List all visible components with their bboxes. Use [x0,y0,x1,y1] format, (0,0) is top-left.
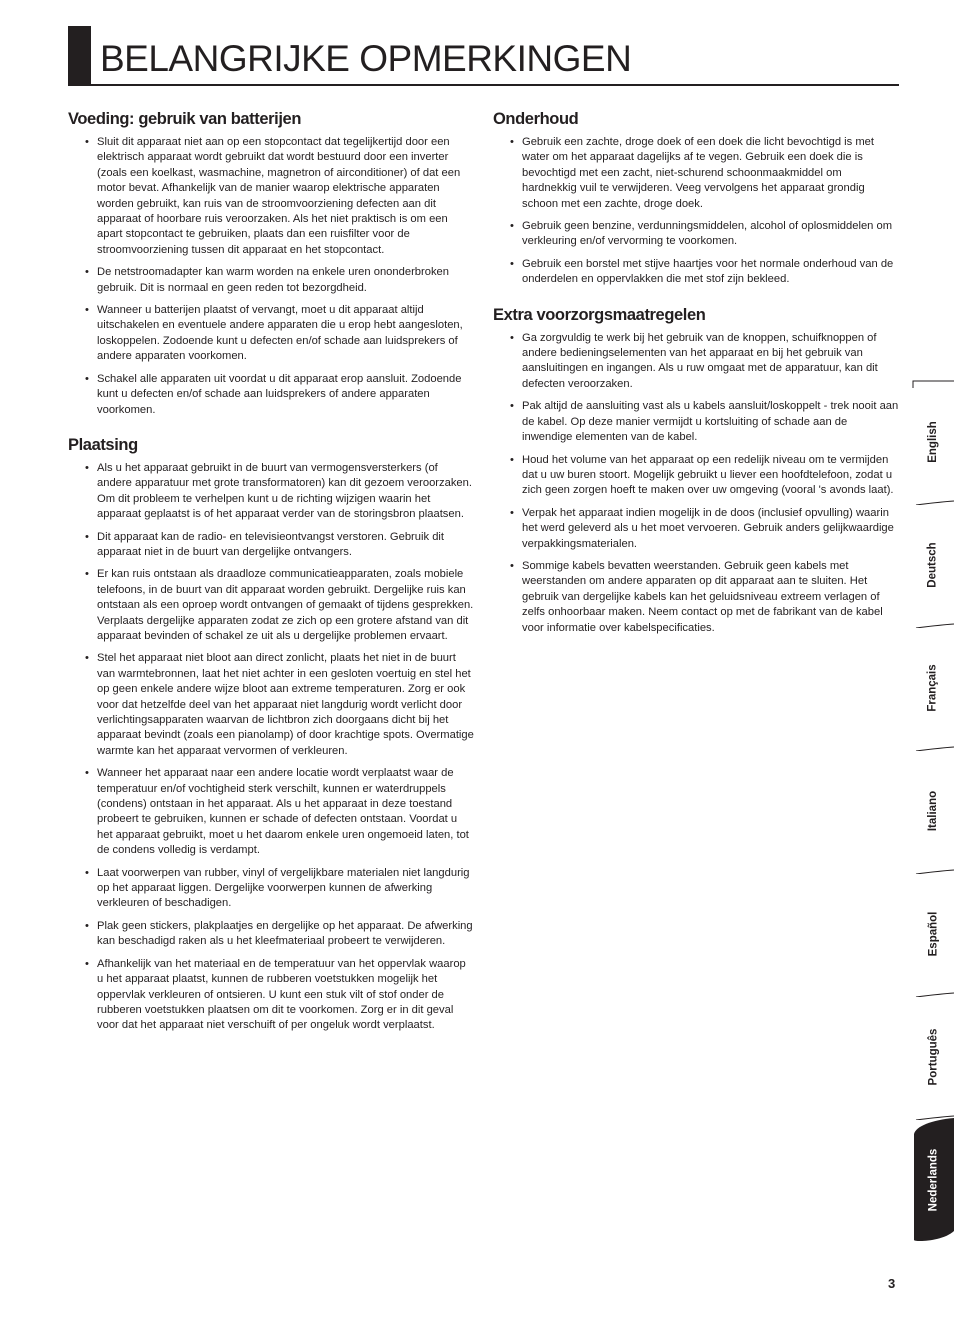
language-tab-deutsch[interactable] [912,503,954,626]
language-tab-português[interactable] [912,995,954,1118]
list-item: • Ga zorgvuldig te werk bij het gebruik van de knoppen, schuifknoppen of andere bedieningselementen van het apparaat en bij het gebruik van aansluitingen en ingangen. Als u ruw omgaat met de apparatuur, kan dit defecten veroorzaken. [493,331,899,393]
list-item: • Verpak het apparaat indien mogelijk in de doos (inclusief opvulling) waarin het werd geleverd als u het moet vervoeren. Gebruik anders gelijkwaardige verpakkingsmaterialen. [493,506,899,552]
list-item: • Pak altijd de aansluiting vast als u kabels aansluit/loskoppelt - trek nooit aan de kabel. Op deze manier vermijdt u kortsluiting of schade aan de inwendige elementen van de kabel. [493,399,899,445]
bullet-list [68,461,474,1034]
list-item: • Schakel alle apparaten uit voordat u dit apparaat erop aansluit. Zodoende kunt u defecten en/of schade aan luidsprekers of andere apparaten voorkomen. [68,372,474,418]
list-item: • Wanneer u batterijen plaatst of vervangt, moet u dit apparaat altijd uitschakelen en eventuele andere apparaten die u erop hebt aangesloten, loskoppelen. Zodoende kunt u defecten en/of schade aan luidsprekers of andere apparaten voorkomen. [68,303,474,365]
list-item: • Gebruik geen benzine, verdunningsmiddelen, alcohol of oplosmiddelen om verkleuring en/of vervorming te voorkomen. [493,219,899,250]
section [68,434,474,1034]
language-tab-español[interactable] [912,872,954,995]
page-title: BELANGRIJKE OPMERKINGEN [100,38,632,79]
language-tab-label: Português [927,1028,939,1085]
section [493,108,899,288]
language-tab-italiano[interactable] [912,749,954,872]
language-tab-label: Deutsch [927,541,939,588]
list-item: • Dit apparaat kan de radio- en televisieontvangst verstoren. Gebruik dit apparaat niet in de buurt van dergelijke ontvangers. [68,530,474,561]
bullet-list [493,135,899,288]
section-heading: Onderhoud [493,110,579,128]
list-item: • Afhankelijk van het materiaal en de temperatuur van het oppervlak waarop u het apparaat plaatst, kunnen de rubberen voetstukken mogelijk het oppervlak verkleuren of ontsieren. U kunt een stuk vilt of stof onder de rubberen voetstukken plaatsen om dit te voorkomen. Zorg er in dit geval voor dat het apparaat niet verschuift of per ongeluk wordt verplaatst. [68,957,474,1034]
right-column [493,108,899,652]
section [68,108,474,418]
section-heading: Voeding: gebruik van batterijen [68,110,301,128]
language-tab-français[interactable] [912,626,954,749]
list-item: • De netstroomadapter kan warm worden na enkele uren ononderbroken gebruik. Dit is normaal en geen reden tot bezorgdheid. [68,265,474,296]
language-tab-label: English [927,420,939,463]
list-item: • Sluit dit apparaat niet aan op een stopcontact dat tegelijkertijd door een elektrisch apparaat wordt gebruikt dat wordt bestuurd door een inverter (zoals een koelkast, wasmachine, magnetron of airconditioner) of dat een motor bevat. Afhankelijk van de manier waarop elektrische apparaten worden gebruikt, kan ruis van de stroomvoorziening defecten aan dit apparaat of hoorbare ruis veroorzaken. Als het niet praktisch is om een apart stopcontact te gebruiken, plaats dan een ruisfilter voor de stroomvoorziening tussen dit apparaat en het stopcontact. [68,135,474,258]
list-item: • Als u het apparaat gebruikt in de buurt van vermogensversterkers (of andere apparatuur met grote transformatoren) kan dit gezoem veroorzaken. Om dit probleem te verhelpen kunt u de richting wijzigen waarin het apparaat geplaatst is of het apparaat verder van de storingsbron plaatsen. [68,461,474,523]
list-item: • Gebruik een borstel met stijve haartjes voor het normale onderhoud van de onderdelen en oppervlakken die met stof zijn bekleed. [493,257,899,288]
list-item: • Gebruik een zachte, droge doek of een doek die licht bevochtigd is met water om het apparaat dagelijks af te vegen. Gebruik een doek die is bevochtigd met een zacht, niet-schurend schoonmaakmiddel om hardnekkig vuil te verwijderen. Veeg vervolgens het apparaat grondig schoon met een zachte, droge doek. [493,135,899,212]
language-tab-label: Italiano [926,790,939,831]
title-accent-bar [68,26,91,85]
language-tab-label: Français [927,663,939,712]
list-item: • Houd het volume van het apparaat op een redelijk niveau om te vermijden dat u uw buren stoort. Mogelijk gebruikt u liever een hoofdtelefoon, zodat u zich geen zorgen hoeft te maken over uw omgeving (vooral 's avonds laat). [493,453,899,499]
page-number: 3 [888,1276,896,1291]
list-item: • Er kan ruis ontstaan als draadloze communicatieapparaten, zoals mobiele telefoons, in de buurt van dit apparaat worden gebruikt. Dergelijke ruis kan ontstaan als een oproep wordt ontvangen of gemaakt of tijdens gesprekken. Verplaats dergelijke apparaten zodat ze zich op een grotere afstand van dit apparaat bevinden of schakel ze uit als u dergelijke problemen ervaart. [68,567,474,644]
list-item: • Sommige kabels bevatten weerstanden. Gebruik geen kabels met weerstanden om andere apparaten op dit apparaat aan te sluiten. Het gebruik van dergelijke kabels kan het geluidsniveau extreem verlagen of zelfs onhoorbaar maken. Neem contact op met de fabrikant van de kabel voor informatie over kabelspecificaties. [493,559,899,636]
language-tab-english[interactable] [912,380,954,503]
language-tab-nederlands[interactable] [912,1118,954,1241]
list-item: • Plak geen stickers, plakplaatjes en dergelijke op het apparaat. De afwerking kan beschadigd raken als u het kleefmateriaal probeert te verwijderen. [68,919,474,950]
list-item: • Wanneer het apparaat naar een andere locatie wordt verplaatst waar de temperatuur en/of vochtigheid sterk verschilt, kunnen er waterdruppels (condens) ontstaan in het apparaat. Als u het apparaat in deze toestand probeert te gebruiken, kunnen er schade of defecten ontstaan. Voordat u het apparaat gebruikt, moet u het daarom enkele uren ongemoeid laten, tot de condens volledig is verdampt. [68,766,474,858]
language-tabs [912,380,954,1242]
language-tab-label: Nederlands [927,1148,940,1211]
bullet-list [493,331,899,636]
list-item: • Laat voorwerpen van rubber, vinyl of vergelijkbare materialen niet langdurig op het apparaat liggen. Dergelijke voorwerpen kunnen de afwerking verkleuren of beschadigen. [68,866,474,912]
section [493,304,899,636]
section-heading: Plaatsing [68,435,138,454]
language-tab-label: Español [927,911,940,956]
left-column [68,108,474,1050]
section-heading: Extra voorzorgsmaatregelen [493,305,706,324]
title-rule [68,84,899,86]
bullet-list [68,135,474,418]
list-item: • Stel het apparaat niet bloot aan direct zonlicht, plaats het niet in de buurt van warmtebronnen, laat het niet achter in een gesloten voertuig en stel het op geen enkele andere wijze bloot aan extreme temperaturen. Zorg er ook voor dat hetzelfde deel van het apparaat niet langdurig wordt verlicht door verlichtingsapparaten waarvan de lichtbron zich doorgaans dicht bij het apparaat bevindt (zoals een pianolamp) of door krachtige spots. Overmatige warmte kan het apparaat vervormen of verkleuren. [68,651,474,759]
